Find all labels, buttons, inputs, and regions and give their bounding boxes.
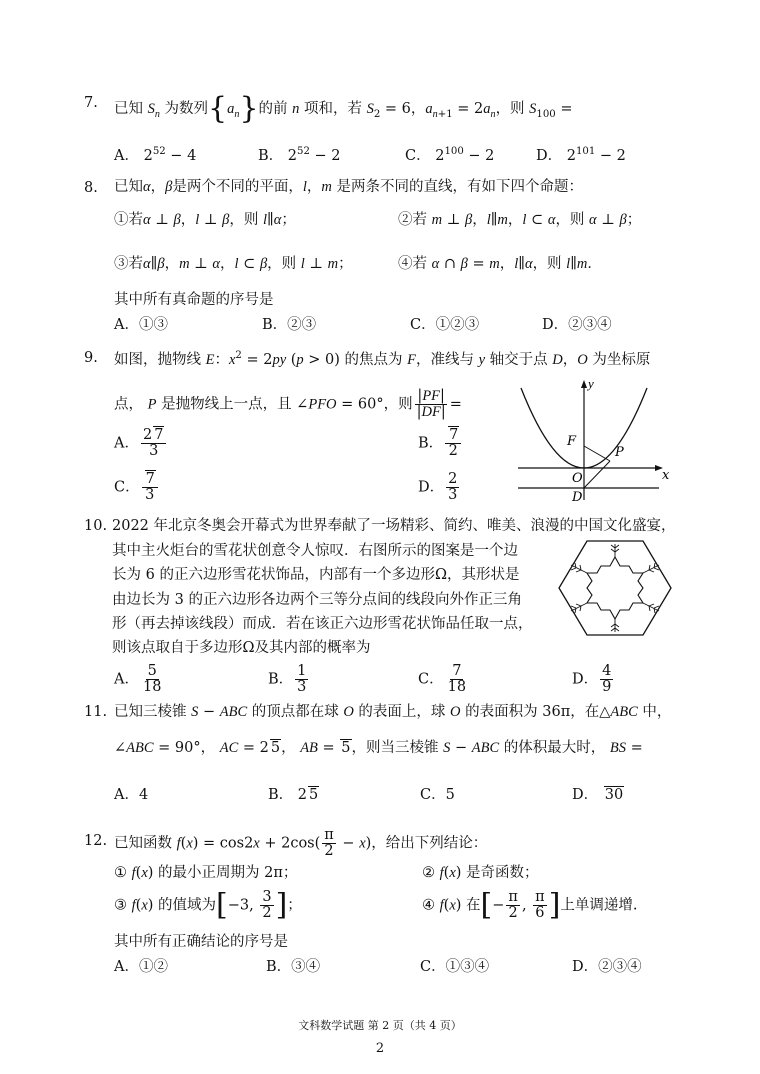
q10-line6: 则该点取自于多边形Ω及其内部的概率为 xyxy=(112,640,371,656)
q7-option-b: B． $2^{52} - 2$ xyxy=(258,146,341,164)
q12-option-d: D．②③④ xyxy=(572,959,642,975)
q8-stem: 已知α，β是两个不同的平面，l，m 是两条不同的直线，有如下四个命题： xyxy=(114,179,583,195)
q9-option-a: A． $\frac{2 7}{3}$ xyxy=(114,428,168,459)
q10-line3: 长为 6 的正六边形雪花状饰品，内部有一个多边形Ω，其形状是 xyxy=(112,567,520,583)
q12-conclusion-1: ① f(x) 的最小正周期为 2π； xyxy=(114,865,298,881)
page-footer: 文科数学试题 第 2 页（共 4 页） xyxy=(298,1019,462,1032)
q8-proposition-4: ④若 α ∩ β = m，l∥α，则 l∥m． xyxy=(398,256,602,272)
q12-option-b: B．③④ xyxy=(266,959,321,975)
q8-proposition-3: ③若α∥β，m ⊥ α，l ⊂ β，则 l ⊥ m； xyxy=(114,256,353,272)
q12-conclusion-4: ④ f(x) 在[− $\frac{\pi}{2}$ , $\frac{\pi}{6}$ ]上单调递增. xyxy=(422,887,638,923)
q10-line4: 由边长为 3 的正六边形各边两个三等分点间的线段向外作正三角 xyxy=(112,592,522,608)
q7-option-d: D． $2^{101} - 2$ xyxy=(536,146,626,164)
fig-label-d: D xyxy=(572,490,583,504)
q9-option-b: B． $\frac{7}{2}$ xyxy=(418,428,463,459)
q9-line2: 点， P 是抛物线上一点，且 ∠PFO = 60°，则 $\frac{|PF|}{|DF|}$ = xyxy=(114,388,462,421)
fig-label-y: y xyxy=(588,376,594,391)
q12-option-a: A．①② xyxy=(114,959,168,975)
q7-option-a: A． $2^{52} - 4$ xyxy=(114,146,197,164)
q10-option-d: D． $\frac{4}{9}$ xyxy=(572,663,612,696)
q11-option-d: D． 30 xyxy=(572,787,624,803)
q10-line5: 形（再去掉该线段）而成．若在该正六边形雪花状饰品任取一点， xyxy=(112,616,533,632)
q8-proposition-2: ②若 m ⊥ β，l∥m，l ⊂ α，则 α ⊥ β； xyxy=(398,212,642,228)
q11-option-c: C．5 xyxy=(420,787,455,803)
q10-option-a: A． $\frac{5}{18}$ xyxy=(114,663,162,696)
fig-label-x: x xyxy=(662,468,670,483)
q12-number: 12. xyxy=(84,833,108,849)
fig-label-f: F xyxy=(567,434,577,449)
q12-option-c: C．①③④ xyxy=(420,959,490,975)
snowflake-figure xyxy=(557,538,673,638)
q8-option-b: B．②③ xyxy=(262,317,317,333)
q12-conclusion-2: ② f(x) 是奇函数； xyxy=(422,865,539,881)
fig-label-o: O xyxy=(572,471,583,486)
q10-line1: 2022 年北京冬奥会开幕式为世界奉献了一场精彩、简约、唯美、浪漫的中国文化盛宴， xyxy=(112,518,676,534)
q12-conclusion-3: ③ f(x) 的值域为[−3, $\frac{3}{2}$ ]； xyxy=(114,887,302,923)
q10-number: 10. xyxy=(84,518,108,534)
q9-number: 9. xyxy=(84,350,98,366)
q9-option-c: C． $\frac{7}{3}$ xyxy=(114,472,160,503)
q8-number: 8. xyxy=(84,180,98,196)
page-number: 2 xyxy=(375,1041,385,1056)
q10-line2: 其中主火炬台的雪花状创意令人惊叹．右图所示的图案是一个边 xyxy=(112,543,518,559)
q11-number: 11. xyxy=(84,704,108,720)
q9-option-d: D． $\frac{2}{3}$ xyxy=(418,471,458,504)
q8-question: 其中所有真命题的序号是 xyxy=(114,292,274,308)
q7-number: 7. xyxy=(84,95,98,111)
q12-stem: 已知函数 f(x) = cos2x + 2cos( $\frac{\pi}{2}$ − x)，给出下列结论： xyxy=(114,827,488,860)
q11-line2: ∠ABC = 90°， AC = 2 5， AB = 5，则当三棱锥 S − ABC 的体积最大时， BS = xyxy=(114,740,643,756)
q9-line1: 如图，抛物线 E：$x^2 = 2py$ (p > 0) 的焦点为 F，准线与 y 轴交于点 D，O 为坐标原 xyxy=(114,350,651,368)
q7-stem: 已知 $S_n$ 为数列$\{a_n\}$的前 n 项和，若 $S_2 = 6$，$a_{n+1} = 2a_n$，则 $S_{100}$ = xyxy=(114,91,573,126)
q7-option-c: C． $2^{100} - 2$ xyxy=(405,146,495,164)
q11-option-b: B． 2 5 xyxy=(268,787,319,803)
fig-label-p: P xyxy=(615,445,624,460)
parabola-figure xyxy=(515,376,675,504)
q8-option-c: C．①②③ xyxy=(410,317,480,333)
q8-option-d: D．②③④ xyxy=(542,317,612,333)
q8-option-a: A．①③ xyxy=(114,317,168,333)
q10-option-c: C． $\frac{7}{18}$ xyxy=(418,663,467,696)
q11-option-a: A．4 xyxy=(114,787,149,803)
q12-question: 其中所有正确结论的序号是 xyxy=(114,934,288,950)
q8-proposition-1: ①若α ⊥ β，l ⊥ β，则 l∥α； xyxy=(114,212,296,228)
q11-line1: 已知三棱锥 S − ABC 的顶点都在球 O 的表面上，球 O 的表面积为 36π，在△ABC 中， xyxy=(114,704,672,720)
q10-option-b: B． $\frac{1}{3}$ xyxy=(268,663,307,696)
